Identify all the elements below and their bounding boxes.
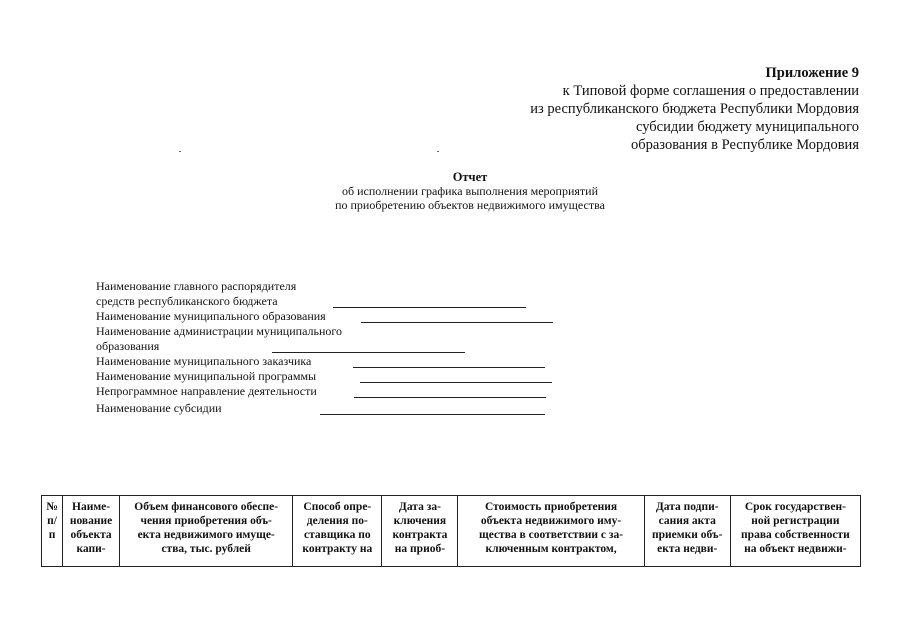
- appendix-line: к Типовой форме соглашения о предоставлении: [562, 83, 859, 99]
- field-label: образования: [96, 339, 160, 353]
- field-program: [96, 369, 566, 384]
- col-header-contract-date: Дата за- ключения контракта на приоб-: [382, 496, 458, 567]
- administration-input-line[interactable]: [272, 352, 465, 353]
- appendix-line: субсидии бюджету муниципального: [635, 119, 859, 135]
- appendix-title: Приложение 9: [765, 65, 859, 81]
- field-main-distributor: [96, 294, 566, 309]
- municipality-input-line[interactable]: [361, 322, 553, 323]
- field-label: Наименование главного распорядителя: [96, 279, 297, 293]
- form-fields: [96, 279, 566, 416]
- col-header-supplier-method: Способ опре- деления по- ставщика по контракту на: [293, 496, 382, 567]
- scan-speck: [179, 151, 181, 152]
- report-title: Отчет: [452, 170, 488, 184]
- table-header-row: [42, 496, 861, 567]
- field-label: Наименование субсидии: [96, 401, 222, 415]
- field-municipality: [96, 309, 566, 324]
- col-header-financing-volume: Объем финансового обеспе- чения приобретения объ- екта недвижимого имуще- ства, тыс. рублей: [120, 496, 293, 567]
- col-header-acceptance-date: Дата подпи- сания акта приемки объ- екта недви-: [644, 496, 730, 567]
- nonprogram-input-line[interactable]: [354, 397, 546, 398]
- customer-input-line[interactable]: [353, 367, 545, 368]
- field-label: Наименование муниципальной программы: [96, 369, 317, 383]
- field-label: Наименование администрации муниципального: [96, 324, 342, 338]
- field-label: средств республиканского бюджета: [96, 294, 278, 308]
- field-subsidy: [96, 401, 566, 416]
- appendix-line: образования в Республике Мордовия: [630, 137, 859, 153]
- subsidy-input-line[interactable]: [320, 414, 545, 415]
- report-heading: [300, 170, 640, 212]
- col-header-object-name: Наиме- нование объекта капи-: [63, 496, 120, 567]
- col-header-registration-term: Срок государствен- ной регистрации права собственности на объект недвижи-: [730, 496, 860, 567]
- program-input-line[interactable]: [360, 382, 552, 383]
- col-header-acquisition-cost: Стоимость приобретения объекта недвижимого иму- щества в соответствии с за- ключенным контрактом,: [458, 496, 644, 567]
- field-customer: [96, 354, 566, 369]
- scan-speck: [437, 151, 439, 152]
- field-nonprogram: [96, 384, 566, 399]
- report-subtitle-line: об исполнении графика выполнения мероприятий: [341, 184, 598, 198]
- field-label: Наименование муниципального образования: [96, 309, 326, 323]
- field-administration-label-1: [96, 324, 566, 339]
- appendix-header: [530, 64, 859, 154]
- field-administration: [96, 339, 566, 354]
- main-distributor-input-line[interactable]: [333, 307, 526, 308]
- report-subtitle-line: по приобретению объектов недвижимого имущества: [335, 198, 605, 212]
- field-label: Наименование муниципального заказчика: [96, 354, 312, 368]
- col-header-number: № п/ п: [42, 496, 63, 567]
- appendix-line: из республиканского бюджета Республики Мордовия: [530, 101, 859, 117]
- schedule-table: [41, 495, 861, 567]
- field-main-distributor-label-1: [96, 279, 566, 294]
- field-label: Непрограммное направление деятельности: [96, 384, 317, 398]
